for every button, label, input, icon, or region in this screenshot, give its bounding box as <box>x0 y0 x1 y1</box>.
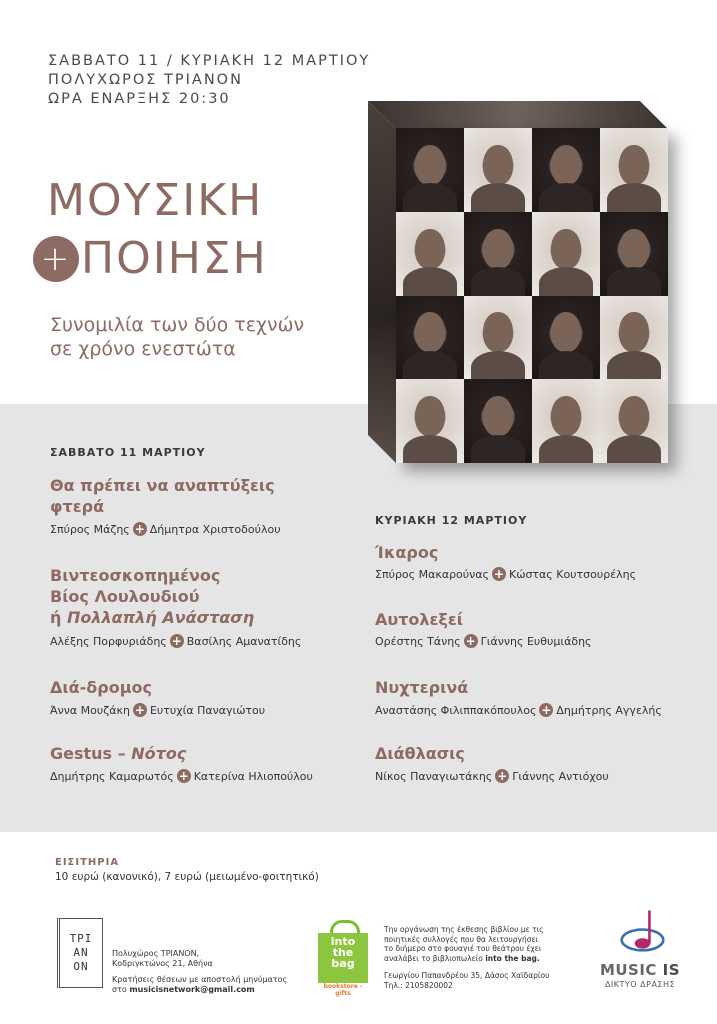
event-participants <box>50 522 281 536</box>
portrait-photo <box>532 296 600 380</box>
participant-name: Γιάννης Αντιόχου <box>512 769 609 783</box>
portrait-photo <box>464 212 532 296</box>
event-participants <box>375 769 609 783</box>
event-title-text: ή <box>50 608 67 627</box>
participant-name: Ευτυχία Παναγιώτου <box>149 703 266 717</box>
bookstore-info <box>384 925 594 990</box>
music-note-icon <box>615 907 670 959</box>
poster-subtitle <box>50 313 304 361</box>
event-title-line: Θα πρέπει να αναπτύξεις <box>50 476 275 495</box>
tickets-label: ΕΙΣΙΤΗΡΙΑ <box>55 857 120 868</box>
cube-top-face <box>368 101 668 129</box>
portrait-photo <box>600 212 668 296</box>
event-title-line <box>50 607 254 628</box>
bookstore-text-prefix: αναλάβει το βιβλιοπωλείο <box>384 953 486 963</box>
portrait-photo <box>600 128 668 212</box>
event-start-time: ΩΡΑ ΕΝΑΡΞΗΣ 20:30 <box>48 91 231 107</box>
title-word-poetry: ΠΟΙΗΣΗ <box>81 233 268 284</box>
event-dates: ΣΑΒΒΑΤΟ 11 / ΚΥΡΙΑΚΗ 12 ΜΑΡΤΙΟΥ <box>48 53 371 69</box>
plus-icon: + <box>134 522 145 536</box>
event-title: Νυχτερινά <box>375 678 469 697</box>
into-the-bag-logo <box>318 920 368 997</box>
portrait-photo <box>600 379 668 463</box>
subtitle-line-2: σε χρόνο ενεστώτα <box>50 338 236 360</box>
logo-text: ΟΝ <box>73 960 89 973</box>
cube-side-face <box>368 101 396 463</box>
poster-title <box>40 172 268 288</box>
participant-name: Σπύρος Μακαρούνας <box>375 567 490 581</box>
event-title-line: Βιντεοσκοπημένος <box>50 566 221 585</box>
participant-name: Δημήτρης Καμαρωτός <box>50 769 174 783</box>
event-participants <box>375 567 636 581</box>
participant-name: Αλέξης Πορφυριάδης <box>50 634 167 648</box>
event-participants <box>375 634 592 648</box>
plus-icon: + <box>171 634 182 648</box>
event-title-italic: Πολλαπλή Ανάσταση <box>66 608 255 627</box>
trianon-logo <box>57 918 103 988</box>
subtitle-line-1: Συνομιλία των δύο τεχνών <box>50 314 305 336</box>
event-title <box>50 475 275 517</box>
booking-email-link[interactable]: musicisnetwork@gmail.com <box>129 985 255 994</box>
event-title-line: Διά-δρομος <box>50 678 152 697</box>
portrait-photo <box>600 296 668 380</box>
event-participants <box>375 703 662 717</box>
event-title: Αυτολεξεί <box>375 610 464 629</box>
event-participants <box>50 769 313 783</box>
logo-text: the <box>332 946 354 959</box>
portrait-photo <box>464 296 532 380</box>
music-is-logo <box>590 905 690 995</box>
plus-icon: + <box>134 703 145 717</box>
portrait-cube-image <box>368 101 668 463</box>
trianon-info <box>112 949 287 995</box>
portrait-photo <box>396 212 464 296</box>
bookstore-name: into the bag. <box>485 953 540 963</box>
music-is-name <box>590 961 690 979</box>
tickets-prices: 10 ευρώ (κανονικό), 7 ευρώ (μειωμένο-φοιτητικό) <box>55 871 319 883</box>
event-title: Διάθλασις <box>375 744 465 763</box>
bookstore-text: Την οργάνωση της έκθεσης βιβλίου με τις <box>384 925 544 934</box>
logo-text: MUSIC <box>599 961 663 979</box>
participant-name: Γιάννης Ευθυμιάδης <box>480 634 592 648</box>
plus-icon: + <box>497 769 508 783</box>
plus-icon: + <box>33 236 79 282</box>
venue-address: Κοδριγκτώνος 21, Αθήνα <box>112 959 213 968</box>
plus-icon: + <box>178 769 189 783</box>
event-title <box>50 565 254 628</box>
booking-text: Κρατήσεις θέσεων με αποστολή μηνύματος <box>112 975 288 984</box>
portrait-photo <box>532 212 600 296</box>
venue-name: Πολυχώρος ΤΡΙΑΝΟΝ, <box>112 949 200 958</box>
participant-name: Βασίλης Αμανατίδης <box>186 634 302 648</box>
plus-icon: + <box>493 567 505 581</box>
portrait-photo <box>532 379 600 463</box>
music-is-tagline: ΔΙΚΤΥΟ ΔΡΑΣΗΣ <box>604 980 676 989</box>
event-title: Ίκαρος <box>375 543 439 562</box>
portrait-photo <box>396 379 464 463</box>
participant-name: Δημήτρης Αγγελής <box>556 703 662 717</box>
event-title-line: Βίος Λουλουδιού <box>50 587 200 606</box>
event-title-text: Gestus – <box>50 744 132 763</box>
participant-name: Αναστάσης Φιλιππακόπουλος <box>375 703 537 717</box>
participant-name: Κώστας Κουτσουρέλης <box>509 567 637 581</box>
plus-icon: + <box>541 703 552 717</box>
logo-text: bag <box>331 957 355 970</box>
event-info <box>48 52 370 109</box>
event-title-line: φτερά <box>50 497 105 516</box>
event-title <box>50 677 152 698</box>
participant-name: Άννα Μουζάκη <box>50 703 130 717</box>
participant-name: Νίκος Παναγιωτάκης <box>375 769 493 783</box>
event-title-italic: Νότος <box>131 744 187 763</box>
portrait-grid <box>396 128 668 463</box>
portrait-photo <box>464 128 532 212</box>
portrait-photo <box>532 128 600 212</box>
portrait-photo <box>396 296 464 380</box>
bookstore-text: ποιητικές συλλογές που θα λειτουργήσει <box>384 934 539 944</box>
title-word-music: ΜΟΥΣΙΚΗ <box>47 175 264 226</box>
bookstore-phone: Τηλ.: 2105820002 <box>384 980 453 990</box>
bookstore-text: το διήμερο στο φουαγιέ του θεάτρου έχει <box>384 944 542 953</box>
event-title-line <box>50 743 186 764</box>
booking-prefix: στο <box>112 985 130 994</box>
logo-text: ΑΝ <box>73 946 89 959</box>
event-participants <box>50 634 301 648</box>
logo-text: into <box>330 935 356 948</box>
bookstore-text <box>384 954 594 964</box>
participant-name: Κατερίνα Ηλιοπούλου <box>193 769 313 783</box>
bookstore-address: Γεωργίου Παπανδρέου 35, Δάσος Χαϊδαρίου <box>384 971 550 980</box>
event-venue: ΠΟΛΥΧΩΡΟΣ ΤΡΙΑΝΟΝ <box>48 72 243 88</box>
event-participants <box>50 703 265 717</box>
logo-text: IS <box>662 961 681 979</box>
sunday-heading: ΚΥΡΙΑΚΗ 12 ΜΑΡΤΙΟΥ <box>375 514 528 527</box>
booking-contact <box>112 985 287 995</box>
plus-icon: + <box>465 634 476 648</box>
participant-name: Ορέστης Τάνης <box>375 634 461 648</box>
participant-name: Δήμητρα Χριστοδούλου <box>149 522 281 536</box>
portrait-photo <box>464 379 532 463</box>
event-title <box>50 743 186 764</box>
logo-tagline: bookstore - gifts <box>323 983 363 997</box>
logo-text: ΤΡΙ <box>69 932 93 945</box>
saturday-heading: ΣΑΒΒΑΤΟ 11 ΜΑΡΤΙΟΥ <box>50 446 206 459</box>
portrait-photo <box>396 128 464 212</box>
participant-name: Σπύρος Μάζης <box>50 522 130 536</box>
